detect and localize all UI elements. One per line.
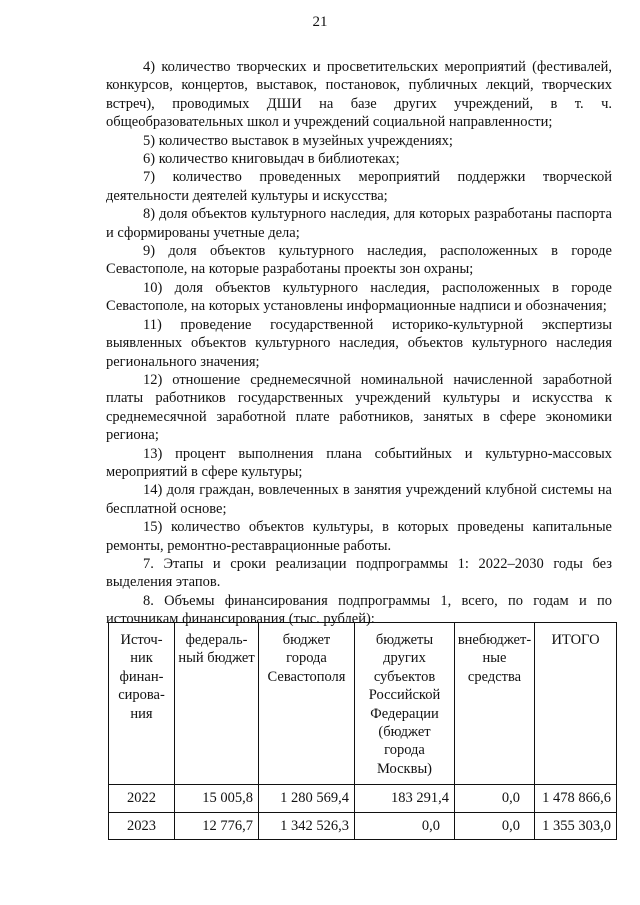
section-paragraph: 8. Объемы финансирования подпрограммы 1, всего, по годам и по источникам финансирования (тыс. рублей): [106, 592, 612, 628]
column-header: Источ-ник финан-сирова-ния [109, 623, 175, 785]
table-row [109, 785, 617, 812]
table-cell: 0,0 [455, 812, 535, 839]
table-header-row [109, 623, 617, 785]
list-item: 7) количество проведенных мероприятий поддержки творческой деятельности деятелей культуры и искусства; [106, 169, 612, 204]
table-cell: 1 478 866,6 [535, 785, 617, 812]
list-item: 9) доля объектов культурного наследия, расположенных в городе Севастополе, на которые разработаны проекты зон охраны; [106, 243, 612, 278]
column-header: бюджеты других субъектов Российской Федерации (бюджет города Москвы) [355, 623, 455, 785]
list-item: 8) доля объектов культурного наследия, для которых разработаны паспорта и сформированы учетные дела; [106, 206, 612, 241]
table-cell: 0,0 [455, 785, 535, 812]
table-cell: 1 280 569,4 [259, 785, 355, 812]
financing-table [108, 622, 617, 840]
column-header: бюджет города Севастополя [259, 623, 355, 785]
document-body [106, 58, 612, 629]
table-cell: 0,0 [355, 812, 455, 839]
page-number: 21 [312, 14, 328, 30]
column-header: ИТОГО [535, 623, 617, 785]
list-item: 6) количество книговыдач в библиотеках; [143, 151, 400, 168]
list-item: 5) количество выставок в музейных учреждениях; [143, 132, 453, 149]
table-row [109, 812, 617, 839]
list-item: 12) отношение среднемесячной номинальной начисленной заработной платы работников государственных учреждений культуры и искусства к среднемесячной заработной плате работников, занятых в сфере экономики региона; [106, 371, 612, 444]
column-header: внебюджет-ные средства [455, 623, 535, 785]
table-cell: 1 355 303,0 [535, 812, 617, 839]
section-paragraph: 7. Этапы и сроки реализации подпрограммы 1: 2022–2030 годы без выделения этапов. [106, 555, 612, 591]
table-cell: 15 005,8 [175, 785, 259, 812]
list-item: 14) доля граждан, вовлеченных в занятия учреждений клубной системы на бесплатной основе; [106, 482, 612, 517]
column-header: федераль-ный бюджет [175, 623, 259, 785]
list-item: 15) количество объектов культуры, в которых проведены капитальные ремонты, ремонтно-реставрационные работы. [106, 519, 612, 554]
table-cell: 1 342 526,3 [259, 812, 355, 839]
list-item: 11) проведение государственной историко-культурной экспертизы выявленных объектов культурного наследия, объектов культурного наследия регионального значения; [106, 316, 612, 370]
table-cell: 12 776,7 [175, 812, 259, 839]
list-item: 10) доля объектов культурного наследия, расположенных в городе Севастополе, на которых установлены информационные надписи и обозначения; [106, 279, 612, 315]
list-item: 4) количество творческих и просветительских мероприятий (фестивалей, конкурсов, концертов, выставок, постановок, публичных лекций, творческих встреч), проводимых ДШИ на базе других учреждений, в т. ч. общеобразовательных школ и учреждений социальной направленности; [106, 59, 612, 131]
table-cell: 183 291,4 [355, 785, 455, 812]
list-item: 13) процент выполнения плана событийных и культурно-массовых мероприятий в сфере культуры; [106, 445, 612, 480]
table-cell: 2022 [109, 785, 175, 812]
table-cell: 2023 [109, 812, 175, 839]
